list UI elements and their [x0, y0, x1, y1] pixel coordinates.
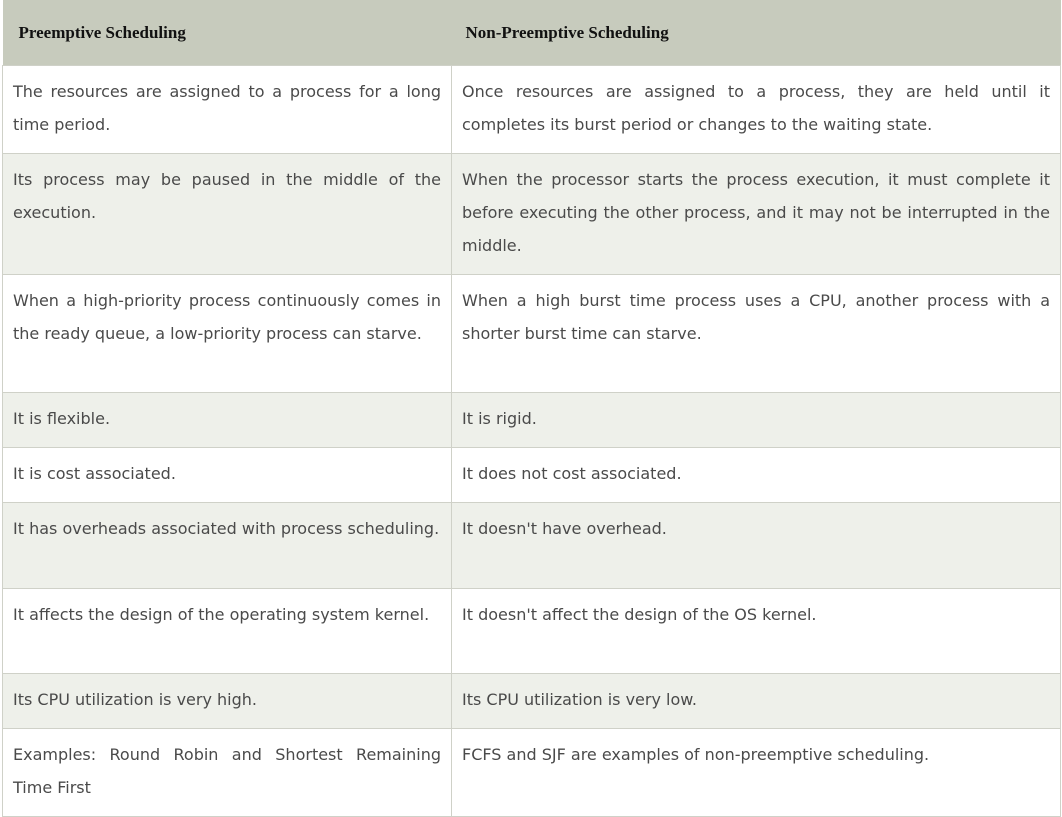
table-row — [3, 448, 1061, 503]
table-row — [3, 393, 1061, 448]
cell-non-preemptive — [452, 393, 1061, 448]
cell-text: When the processor starts the process execution, it must complete it before executing the other process, and it may not be interrupted in the middle. — [462, 170, 1050, 255]
cell-text: Its process may be paused in the middle of the execution. — [13, 170, 441, 222]
table-row — [3, 275, 1061, 393]
comparison-table — [2, 0, 1061, 817]
cell-text: Examples: Round Robin and Shortest Remaining Time First — [13, 745, 441, 797]
cell-preemptive — [3, 729, 452, 817]
cell-non-preemptive — [452, 275, 1061, 393]
cell-text: Its CPU utilization is very low. — [462, 690, 697, 709]
cell-preemptive — [3, 503, 452, 589]
table-row — [3, 729, 1061, 817]
cell-non-preemptive — [452, 729, 1061, 817]
cell-preemptive — [3, 674, 452, 729]
cell-text: It has overheads associated with process scheduling. — [13, 519, 440, 538]
cell-non-preemptive — [452, 448, 1061, 503]
cell-preemptive — [3, 589, 452, 674]
cell-non-preemptive — [452, 674, 1061, 729]
cell-non-preemptive — [452, 589, 1061, 674]
cell-text: The resources are assigned to a process for a long time period. — [13, 82, 441, 134]
cell-text: It affects the design of the operating system kernel. — [13, 605, 430, 624]
cell-text: It is rigid. — [462, 409, 537, 428]
cell-preemptive — [3, 154, 452, 275]
table-row — [3, 589, 1061, 674]
cell-text: When a high burst time process uses a CPU, another process with a shorter burst time can starve. — [462, 291, 1050, 343]
cell-text: It doesn't affect the design of the OS kernel. — [462, 605, 817, 624]
cell-non-preemptive — [452, 154, 1061, 275]
table-row — [3, 66, 1061, 154]
cell-preemptive — [3, 393, 452, 448]
cell-preemptive — [3, 448, 452, 503]
cell-preemptive — [3, 275, 452, 393]
table-row — [3, 154, 1061, 275]
table-row — [3, 503, 1061, 589]
cell-text: It is cost associated. — [13, 464, 176, 483]
cell-text: Its CPU utilization is very high. — [13, 690, 257, 709]
cell-text: FCFS and SJF are examples of non-preemptive scheduling. — [462, 745, 930, 764]
cell-preemptive — [3, 66, 452, 154]
header-non-preemptive: Non-Preemptive Scheduling — [452, 0, 1061, 66]
cell-text: It is flexible. — [13, 409, 111, 428]
cell-non-preemptive — [452, 66, 1061, 154]
table-header-row — [3, 0, 1061, 66]
cell-text: It does not cost associated. — [462, 464, 682, 483]
cell-text: Once resources are assigned to a process, they are held until it completes its burst period or changes to the waiting state. — [462, 82, 1050, 134]
header-preemptive: Preemptive Scheduling — [3, 0, 452, 66]
cell-text: When a high-priority process continuously comes in the ready queue, a low-priority process can starve. — [13, 291, 441, 343]
cell-text: It doesn't have overhead. — [462, 519, 667, 538]
table-row — [3, 674, 1061, 729]
cell-non-preemptive — [452, 503, 1061, 589]
